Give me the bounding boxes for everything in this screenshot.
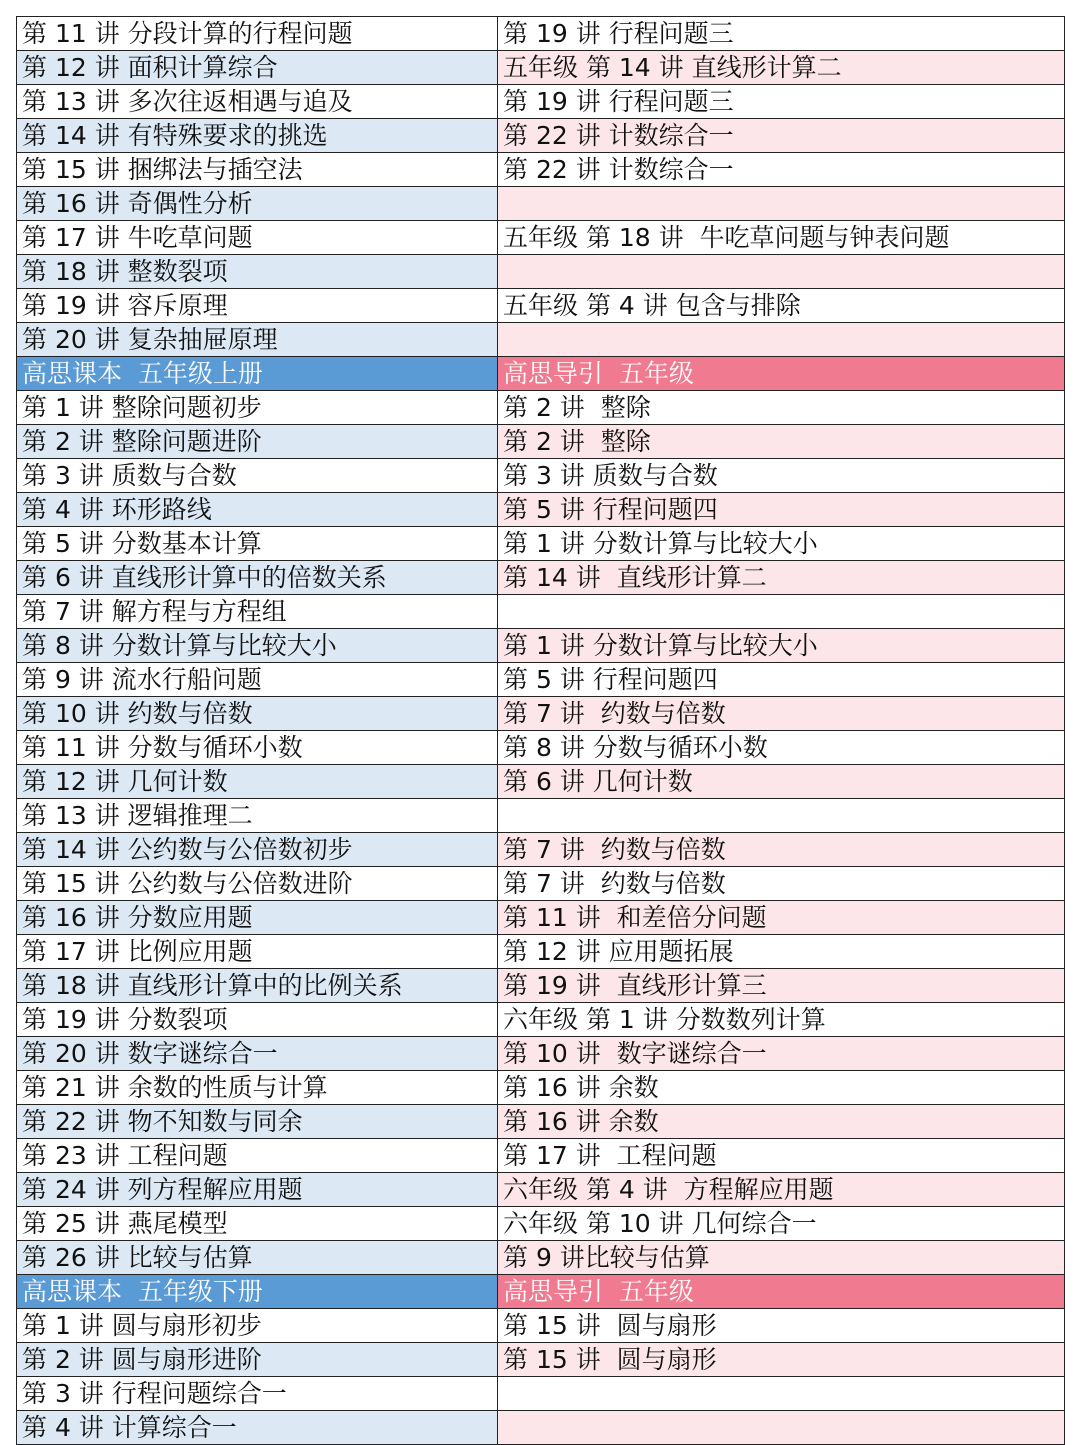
table-row bbox=[17, 969, 1065, 1003]
right-lecture-cell: 第 16 讲 余数 bbox=[498, 1071, 1065, 1105]
left-lecture-cell: 第 3 讲 行程问题综合一 bbox=[17, 1377, 498, 1411]
right-lecture-cell: 第 6 讲 几何计数 bbox=[498, 765, 1065, 799]
left-lecture-cell: 第 17 讲 比例应用题 bbox=[17, 935, 498, 969]
right-lecture-cell bbox=[498, 323, 1065, 357]
table-row bbox=[17, 1003, 1065, 1037]
right-lecture-cell: 第 3 讲 质数与合数 bbox=[498, 459, 1065, 493]
left-lecture-cell: 第 8 讲 分数计算与比较大小 bbox=[17, 629, 498, 663]
table-row bbox=[17, 255, 1065, 289]
right-lecture-cell: 第 22 讲 计数综合一 bbox=[498, 153, 1065, 187]
right-lecture-cell: 第 5 讲 行程问题四 bbox=[498, 493, 1065, 527]
right-lecture-cell: 第 8 讲 分数与循环小数 bbox=[498, 731, 1065, 765]
table-row bbox=[17, 1309, 1065, 1343]
left-lecture-cell: 第 3 讲 质数与合数 bbox=[17, 459, 498, 493]
table-row bbox=[17, 1207, 1065, 1241]
left-lecture-cell: 第 19 讲 分数裂项 bbox=[17, 1003, 498, 1037]
table-row bbox=[17, 1173, 1065, 1207]
table-row bbox=[17, 153, 1065, 187]
right-lecture-cell: 六年级 第 4 讲 方程解应用题 bbox=[498, 1173, 1065, 1207]
table-row bbox=[17, 459, 1065, 493]
left-lecture-cell: 第 2 讲 圆与扇形进阶 bbox=[17, 1343, 498, 1377]
table-row bbox=[17, 867, 1065, 901]
table-row bbox=[17, 697, 1065, 731]
table-row bbox=[17, 663, 1065, 697]
left-lecture-cell: 第 25 讲 燕尾模型 bbox=[17, 1207, 498, 1241]
table-row bbox=[17, 1411, 1065, 1445]
table-row bbox=[17, 425, 1065, 459]
table-row bbox=[17, 629, 1065, 663]
lecture-mapping-table bbox=[16, 16, 1065, 1445]
right-lecture-cell: 第 5 讲 行程问题四 bbox=[498, 663, 1065, 697]
table-row bbox=[17, 1343, 1065, 1377]
right-lecture-cell: 第 15 讲 圆与扇形 bbox=[498, 1343, 1065, 1377]
left-lecture-cell: 第 11 讲 分段计算的行程问题 bbox=[17, 17, 498, 51]
right-lecture-cell: 第 15 讲 圆与扇形 bbox=[498, 1309, 1065, 1343]
left-lecture-cell: 第 21 讲 余数的性质与计算 bbox=[17, 1071, 498, 1105]
section-header-row bbox=[17, 357, 1065, 391]
left-lecture-cell: 第 16 讲 奇偶性分析 bbox=[17, 187, 498, 221]
table-row bbox=[17, 935, 1065, 969]
left-section-title: 高思课本 五年级上册 bbox=[17, 357, 498, 391]
left-lecture-cell: 第 4 讲 计算综合一 bbox=[17, 1411, 498, 1445]
left-lecture-cell: 第 20 讲 数字谜综合一 bbox=[17, 1037, 498, 1071]
left-lecture-cell: 第 18 讲 直线形计算中的比例关系 bbox=[17, 969, 498, 1003]
right-lecture-cell bbox=[498, 1411, 1065, 1445]
left-lecture-cell: 第 5 讲 分数基本计算 bbox=[17, 527, 498, 561]
right-lecture-cell: 第 19 讲 直线形计算三 bbox=[498, 969, 1065, 1003]
table-row bbox=[17, 901, 1065, 935]
right-lecture-cell: 第 10 讲 数字谜综合一 bbox=[498, 1037, 1065, 1071]
left-lecture-cell: 第 1 讲 整除问题初步 bbox=[17, 391, 498, 425]
right-lecture-cell: 第 2 讲 整除 bbox=[498, 425, 1065, 459]
table-row bbox=[17, 17, 1065, 51]
right-lecture-cell: 第 9 讲比较与估算 bbox=[498, 1241, 1065, 1275]
left-lecture-cell: 第 20 讲 复杂抽屉原理 bbox=[17, 323, 498, 357]
table-row bbox=[17, 1139, 1065, 1173]
right-lecture-cell: 第 11 讲 和差倍分问题 bbox=[498, 901, 1065, 935]
left-lecture-cell: 第 11 讲 分数与循环小数 bbox=[17, 731, 498, 765]
table-row bbox=[17, 1105, 1065, 1139]
right-lecture-cell: 五年级 第 4 讲 包含与排除 bbox=[498, 289, 1065, 323]
table-row bbox=[17, 119, 1065, 153]
left-lecture-cell: 第 18 讲 整数裂项 bbox=[17, 255, 498, 289]
left-lecture-cell: 第 15 讲 公约数与公倍数进阶 bbox=[17, 867, 498, 901]
right-lecture-cell: 第 7 讲 约数与倍数 bbox=[498, 867, 1065, 901]
left-lecture-cell: 第 16 讲 分数应用题 bbox=[17, 901, 498, 935]
left-lecture-cell: 第 14 讲 公约数与公倍数初步 bbox=[17, 833, 498, 867]
left-lecture-cell: 第 4 讲 环形路线 bbox=[17, 493, 498, 527]
right-lecture-cell: 五年级 第 18 讲 牛吃草问题与钟表问题 bbox=[498, 221, 1065, 255]
table-row bbox=[17, 595, 1065, 629]
right-lecture-cell bbox=[498, 255, 1065, 289]
right-lecture-cell: 第 1 讲 分数计算与比较大小 bbox=[498, 527, 1065, 561]
table-row bbox=[17, 51, 1065, 85]
left-lecture-cell: 第 1 讲 圆与扇形初步 bbox=[17, 1309, 498, 1343]
table-row bbox=[17, 323, 1065, 357]
table-row bbox=[17, 799, 1065, 833]
right-lecture-cell bbox=[498, 187, 1065, 221]
table-row bbox=[17, 833, 1065, 867]
right-lecture-cell: 第 2 讲 整除 bbox=[498, 391, 1065, 425]
table-row bbox=[17, 1377, 1065, 1411]
table-body bbox=[17, 17, 1065, 1445]
right-lecture-cell: 第 7 讲 约数与倍数 bbox=[498, 833, 1065, 867]
right-lecture-cell: 第 22 讲 计数综合一 bbox=[498, 119, 1065, 153]
right-lecture-cell: 第 7 讲 约数与倍数 bbox=[498, 697, 1065, 731]
left-lecture-cell: 第 24 讲 列方程解应用题 bbox=[17, 1173, 498, 1207]
left-lecture-cell: 第 17 讲 牛吃草问题 bbox=[17, 221, 498, 255]
table-row bbox=[17, 391, 1065, 425]
table-row bbox=[17, 221, 1065, 255]
right-section-title: 高思导引 五年级 bbox=[498, 1275, 1065, 1309]
left-lecture-cell: 第 10 讲 约数与倍数 bbox=[17, 697, 498, 731]
table-row bbox=[17, 85, 1065, 119]
left-lecture-cell: 第 9 讲 流水行船问题 bbox=[17, 663, 498, 697]
table-row bbox=[17, 527, 1065, 561]
table-row bbox=[17, 187, 1065, 221]
right-lecture-cell: 第 14 讲 直线形计算二 bbox=[498, 561, 1065, 595]
left-lecture-cell: 第 12 讲 面积计算综合 bbox=[17, 51, 498, 85]
right-lecture-cell: 六年级 第 1 讲 分数数列计算 bbox=[498, 1003, 1065, 1037]
right-lecture-cell bbox=[498, 799, 1065, 833]
left-lecture-cell: 第 14 讲 有特殊要求的挑选 bbox=[17, 119, 498, 153]
right-lecture-cell: 六年级 第 10 讲 几何综合一 bbox=[498, 1207, 1065, 1241]
left-lecture-cell: 第 13 讲 逻辑推理二 bbox=[17, 799, 498, 833]
table-row bbox=[17, 289, 1065, 323]
right-lecture-cell bbox=[498, 595, 1065, 629]
left-lecture-cell: 第 15 讲 捆绑法与插空法 bbox=[17, 153, 498, 187]
left-lecture-cell: 第 7 讲 解方程与方程组 bbox=[17, 595, 498, 629]
table-row bbox=[17, 1241, 1065, 1275]
table-row bbox=[17, 493, 1065, 527]
left-lecture-cell: 第 26 讲 比较与估算 bbox=[17, 1241, 498, 1275]
right-lecture-cell: 第 16 讲 余数 bbox=[498, 1105, 1065, 1139]
left-lecture-cell: 第 12 讲 几何计数 bbox=[17, 765, 498, 799]
left-lecture-cell: 第 22 讲 物不知数与同余 bbox=[17, 1105, 498, 1139]
right-lecture-cell: 第 19 讲 行程问题三 bbox=[498, 85, 1065, 119]
right-lecture-cell: 第 12 讲 应用题拓展 bbox=[498, 935, 1065, 969]
right-lecture-cell bbox=[498, 1377, 1065, 1411]
left-lecture-cell: 第 19 讲 容斥原理 bbox=[17, 289, 498, 323]
left-lecture-cell: 第 6 讲 直线形计算中的倍数关系 bbox=[17, 561, 498, 595]
table-row bbox=[17, 765, 1065, 799]
right-section-title: 高思导引 五年级 bbox=[498, 357, 1065, 391]
section-header-row bbox=[17, 1275, 1065, 1309]
left-section-title: 高思课本 五年级下册 bbox=[17, 1275, 498, 1309]
right-lecture-cell: 第 17 讲 工程问题 bbox=[498, 1139, 1065, 1173]
table-row bbox=[17, 731, 1065, 765]
table-row bbox=[17, 561, 1065, 595]
right-lecture-cell: 第 19 讲 行程问题三 bbox=[498, 17, 1065, 51]
table-row bbox=[17, 1037, 1065, 1071]
table-row bbox=[17, 1071, 1065, 1105]
right-lecture-cell: 第 1 讲 分数计算与比较大小 bbox=[498, 629, 1065, 663]
left-lecture-cell: 第 23 讲 工程问题 bbox=[17, 1139, 498, 1173]
left-lecture-cell: 第 13 讲 多次往返相遇与追及 bbox=[17, 85, 498, 119]
right-lecture-cell: 五年级 第 14 讲 直线形计算二 bbox=[498, 51, 1065, 85]
left-lecture-cell: 第 2 讲 整除问题进阶 bbox=[17, 425, 498, 459]
